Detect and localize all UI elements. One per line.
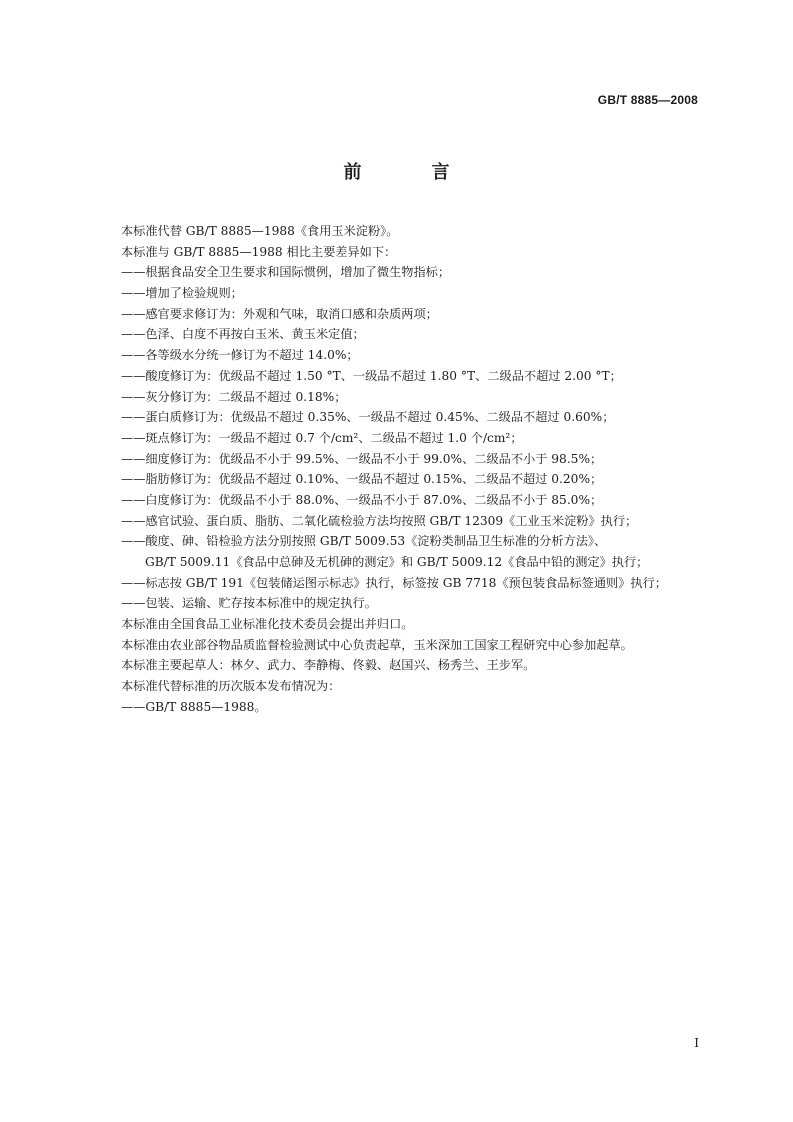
list-item: ——细度修订为：优级品不小于 99.5%、一级品不小于 99.0%、二级品不小于 98.5%；: [121, 451, 603, 466]
text-line: 本标准与 GB/T 8885—1988 相比主要差异如下：: [121, 244, 397, 259]
page-title: 前 言: [343, 162, 476, 183]
page-number: I: [694, 1036, 699, 1050]
list-item: ——蛋白质修订为：优级品不超过 0.35%、一级品不超过 0.45%、二级品不超过 0.60%；: [121, 410, 615, 425]
list-item: ——酸度、砷、铅检验方法分别按照 GB/T 5009.53《淀粉类制品卫生标准的分析方法》、: [121, 534, 607, 549]
list-item: ——感官试验、蛋白质、脂肪、二氧化硫检验方法均按照 GB/T 12309《工业玉米淀粉》执行；: [121, 513, 638, 528]
list-item: ——斑点修订为：一级品不超过 0.7 个/cm²、二级品不超过 1.0 个/cm²；: [121, 430, 523, 445]
standard-code: GB/T 8885—2008: [597, 93, 698, 107]
list-item: ——包装、运输、贮存按本标准中的规定执行。: [121, 596, 377, 611]
list-item: ——标志按 GB/T 191《包装储运图示标志》执行，标签按 GB 7718《预包装食品标签通则》执行；: [121, 575, 667, 590]
text-line: 本标准代替 GB/T 8885—1988《食用玉米淀粉》。: [121, 224, 399, 238]
list-item: ——感官要求修订为：外观和气味，取消口感和杂质两项；: [121, 306, 438, 321]
list-item: ——根据食品安全卫生要求和国际惯例，增加了微生物指标；: [121, 265, 451, 280]
list-item: ——GB/T 8885—1988。: [121, 699, 267, 714]
text-line: 本标准由全国食品工业标准化技术委员会提出并归口。: [121, 617, 414, 632]
list-item: ——灰分修订为：二级品不超过 0.18%；: [121, 389, 347, 404]
list-item: ——增加了检验规则；: [121, 286, 243, 301]
text-line: 本标准由农业部谷物品质监督检验测试中心负责起草，玉米深加工国家工程研究中心参加起草。: [121, 637, 633, 652]
text-line: 本标准主要起草人：林夕、武力、李静梅、佟毅、赵国兴、杨秀兰、王步军。: [121, 658, 536, 673]
list-item: ——色泽、白度不再按白玉米、黄玉米定值；: [121, 327, 365, 342]
list-item: ——白度修订为：优级品不小于 88.0%、一级品不小于 87.0%、二级品不小于 85.0%；: [121, 492, 603, 507]
list-item-continuation: GB/T 5009.11《食品中总砷及无机砷的测定》和 GB/T 5009.12《食品中铅的测定》执行；: [145, 555, 649, 569]
list-item: ——脂肪修订为：优级品不超过 0.10%、一级品不超过 0.15%、二级品不超过 0.20%；: [121, 472, 603, 487]
text-line: 本标准代替标准的历次版本发布情况为：: [121, 679, 341, 694]
preface-body: [121, 221, 701, 718]
list-item: ——酸度修订为：优级品不超过 1.50 °T、一级品不超过 1.80 °T、二级品不超过 2.00 °T；: [121, 368, 622, 383]
list-item: ——各等级水分统一修订为不超过 14.0%；: [121, 348, 359, 363]
